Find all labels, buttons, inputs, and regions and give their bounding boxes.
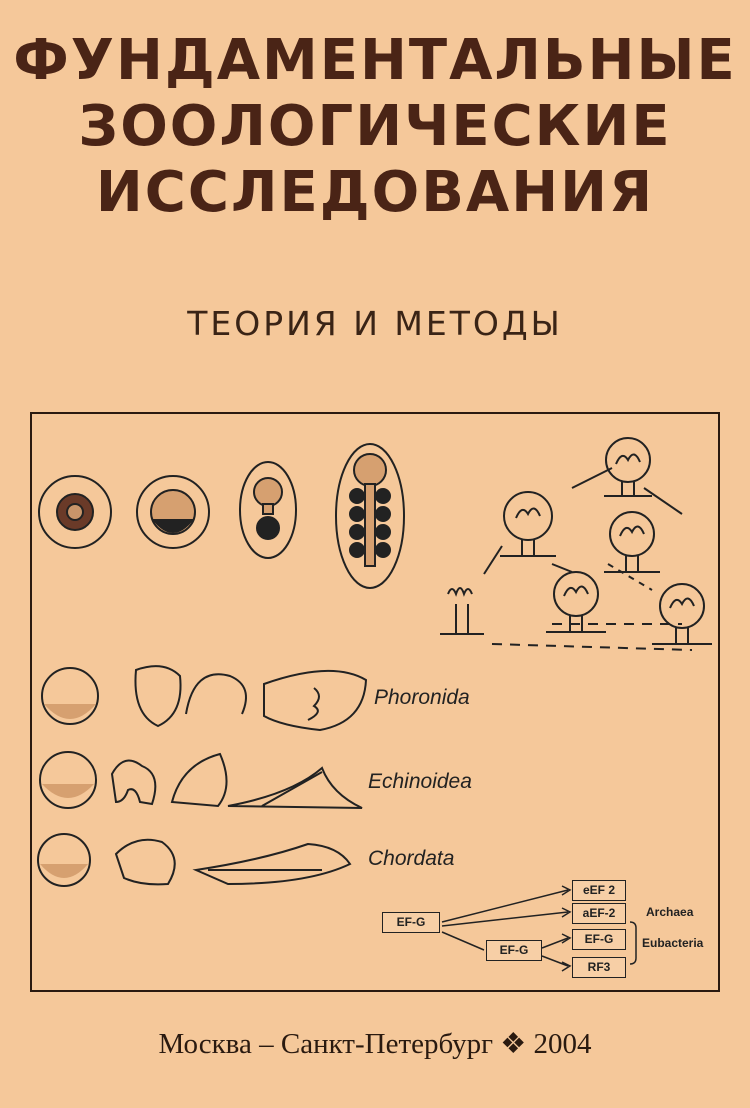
taxon-label-echinoidea: Echinoidea (368, 770, 472, 793)
diagram-leaf-rf3: RF3 (572, 957, 626, 978)
illustration-panel (30, 412, 720, 992)
diagram-group-archaea: Archaea (646, 905, 694, 919)
subtitle: ТЕОРИЯ И МЕТОДЫ (187, 304, 563, 343)
taxon-label-phoronida: Phoronida (374, 686, 470, 709)
title-line-3: ИССЛЕДОВАНИЯ (95, 160, 655, 225)
title-line-2: ЗООЛОГИЧЕСКИЕ (78, 94, 672, 159)
embryo-3 (240, 462, 296, 558)
diagram-intermediate-box: EF-G (486, 940, 542, 961)
embryo-2 (137, 476, 209, 548)
organism-tree (440, 438, 712, 650)
taxon-label-chordata: Chordata (368, 847, 455, 870)
embryo-1 (39, 476, 111, 548)
imprint: Москва – Санкт-Петербург ❖ 2004 (158, 1028, 592, 1060)
chordata-series (38, 834, 350, 886)
diagram-root-box: EF-G (382, 912, 440, 933)
echinoidea-series (40, 752, 362, 808)
diagram-leaf-eef2: eEF 2 (572, 880, 626, 901)
diagram-leaf-aef2: aEF-2 (572, 903, 626, 924)
phoronida-series (42, 666, 366, 730)
embryo-4 (336, 444, 404, 588)
diagram-group-eubacteria: Eubacteria (642, 936, 704, 950)
diagram-leaf-efg: EF-G (572, 929, 626, 950)
title-line-1: ФУНДАМЕНТАЛЬНЫЕ (13, 28, 737, 93)
